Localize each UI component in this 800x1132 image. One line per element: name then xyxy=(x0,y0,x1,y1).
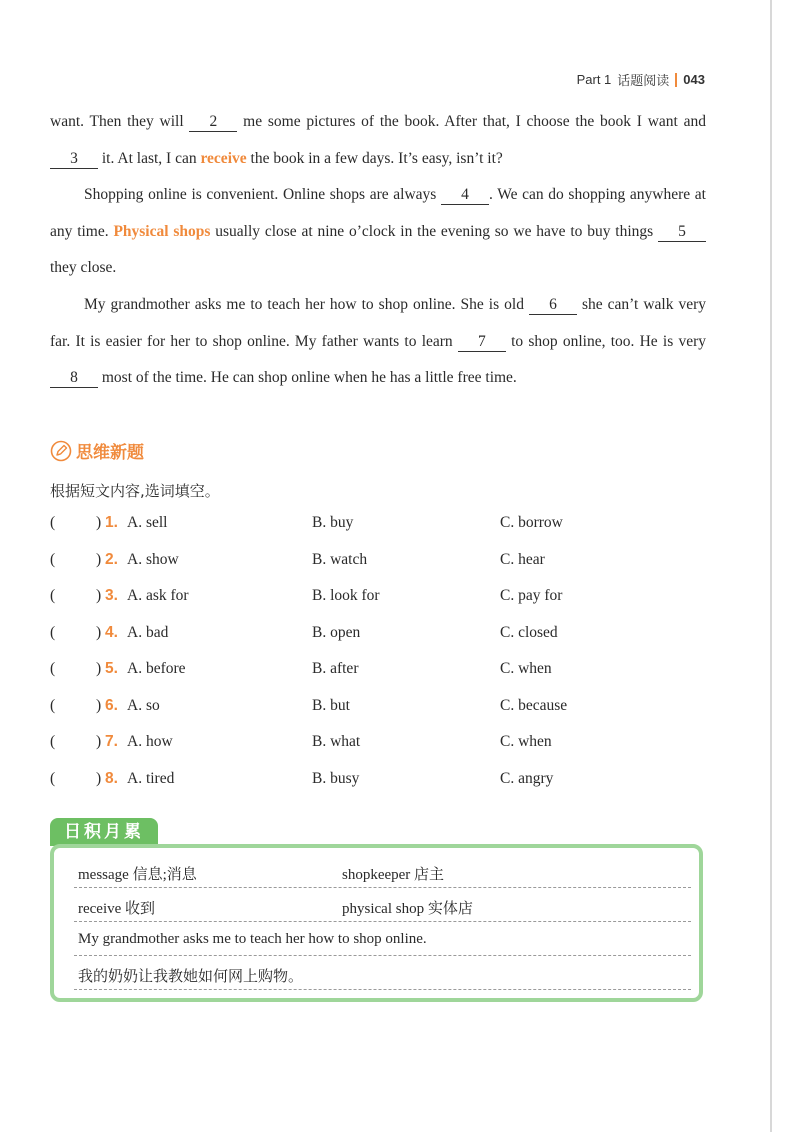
paren-open: ( xyxy=(50,587,56,604)
option-c: C. angry xyxy=(500,769,554,787)
vocab-box xyxy=(50,844,703,1002)
paren-open: ( xyxy=(50,550,56,568)
highlight-receive: receive xyxy=(200,149,247,167)
example-sentence: My grandmother asks me to teach her how to shop online. xyxy=(78,931,427,947)
option-a: A. sell xyxy=(127,514,168,531)
option-c: C. hear xyxy=(500,550,545,568)
vocab-row xyxy=(74,922,691,956)
question-row xyxy=(50,770,710,807)
paren-close: ) xyxy=(96,550,102,568)
paren-close: ) xyxy=(96,660,102,677)
text: me some pictures of the book. After that, I choose the book I want and xyxy=(237,113,706,130)
vocab-entry: message 信息;消息 xyxy=(78,867,197,883)
blank-4: 4 xyxy=(441,186,489,205)
question-number: 4. xyxy=(105,623,118,641)
reading-passage xyxy=(50,104,706,397)
paren-close: ) xyxy=(96,769,102,787)
page-edge xyxy=(770,0,772,1132)
option-c: C. when xyxy=(500,733,552,750)
page-number: 043 xyxy=(683,72,705,87)
option-b: B. buy xyxy=(312,514,354,531)
text: Shopping online is convenient. Online shops are always xyxy=(84,186,441,204)
vocab-row xyxy=(74,888,691,922)
option-b: B. look for xyxy=(312,587,380,604)
text: to shop online, too. He is very xyxy=(505,332,706,350)
paren-close: ) xyxy=(96,514,102,531)
blank-7: 7 xyxy=(458,333,506,352)
paragraph-1 xyxy=(50,104,706,177)
paren-open: ( xyxy=(50,623,56,641)
option-a: A. so xyxy=(127,696,160,714)
option-a: A. how xyxy=(127,733,173,750)
paren-close: ) xyxy=(96,696,102,714)
option-a: A. before xyxy=(127,660,186,677)
question-number: 8. xyxy=(105,769,118,787)
option-c: C. closed xyxy=(500,623,558,641)
paren-open: ( xyxy=(50,696,56,714)
paren-close: ) xyxy=(96,623,102,641)
paren-open: ( xyxy=(50,769,56,787)
option-a: A. tired xyxy=(127,769,175,787)
blank-8: 8 xyxy=(50,369,98,388)
paren-open: ( xyxy=(50,660,56,677)
question-number: 1. xyxy=(105,514,118,531)
page-header xyxy=(577,70,705,89)
section-title xyxy=(50,438,144,463)
text: the book in a few days. It’s easy, isn’t it? xyxy=(246,149,503,167)
text: they close. xyxy=(50,259,117,277)
option-b: B. but xyxy=(312,696,350,714)
vocab-entry: shopkeeper 店主 xyxy=(342,867,445,883)
highlight-physical-shops: Physical shops xyxy=(113,222,211,240)
paren-close: ) xyxy=(96,587,102,604)
option-c: C. borrow xyxy=(500,514,563,531)
vocab-row xyxy=(74,854,691,888)
option-a: A. show xyxy=(127,550,179,568)
question-number: 6. xyxy=(105,696,118,714)
example-translation: 我的奶奶让我教她如何网上购物。 xyxy=(78,967,304,985)
question-row xyxy=(50,697,710,734)
question-number: 2. xyxy=(105,550,118,568)
question-number: 7. xyxy=(105,733,118,750)
blank-2: 2 xyxy=(189,113,237,132)
text: usually close at nine o’clock in the evening so we have to buy things xyxy=(210,222,658,240)
option-b: B. busy xyxy=(312,769,360,787)
paren-open: ( xyxy=(50,733,56,750)
header-topic: 话题阅读 xyxy=(617,74,670,89)
option-b: B. watch xyxy=(312,550,368,568)
option-b: B. after xyxy=(312,660,359,677)
option-a: A. ask for xyxy=(127,587,189,604)
vocab-row xyxy=(74,956,691,990)
option-a: A. bad xyxy=(127,623,169,641)
text: . We can do shopping anywhere at any time. xyxy=(50,186,706,240)
instruction: 根据短文内容,选词填空。 xyxy=(50,482,220,500)
vocab-tab: 日积月累 xyxy=(50,818,158,846)
option-b: B. what xyxy=(312,733,361,750)
paragraph-3 xyxy=(50,287,706,397)
question-row xyxy=(50,587,710,624)
question-row xyxy=(50,514,710,551)
blank-6: 6 xyxy=(529,296,577,315)
text: My grandmother asks me to teach her how to shop online. She is old xyxy=(84,295,529,313)
text: it. At last, I can xyxy=(98,149,201,167)
question-list xyxy=(50,514,710,806)
option-c: C. pay for xyxy=(500,587,563,604)
vocab-entry: physical shop 实体店 xyxy=(342,901,473,917)
text: want. Then they will xyxy=(50,113,190,130)
option-c: C. because xyxy=(500,696,568,714)
pencil-icon xyxy=(50,440,72,462)
text: she can’t walk very far. It is easier for her to shop online. My father wants to learn xyxy=(50,295,707,350)
section-title-text: 思维新题 xyxy=(76,443,144,463)
question-row xyxy=(50,733,710,770)
paragraph-2 xyxy=(50,177,706,287)
vocab-entry: receive 收到 xyxy=(78,901,156,917)
question-row xyxy=(50,660,710,697)
question-number: 3. xyxy=(105,587,118,604)
question-row xyxy=(50,624,710,661)
paren-open: ( xyxy=(50,514,56,531)
question-row xyxy=(50,551,710,588)
blank-5: 5 xyxy=(658,223,706,242)
blank-3: 3 xyxy=(50,150,98,169)
question-number: 5. xyxy=(105,660,118,677)
option-b: B. open xyxy=(312,623,361,641)
header-part: Part 1 xyxy=(576,72,612,87)
header-divider xyxy=(675,73,677,87)
paren-close: ) xyxy=(96,733,102,750)
text: most of the time. He can shop online when he has a little free time. xyxy=(98,369,517,387)
option-c: C. when xyxy=(500,660,552,677)
